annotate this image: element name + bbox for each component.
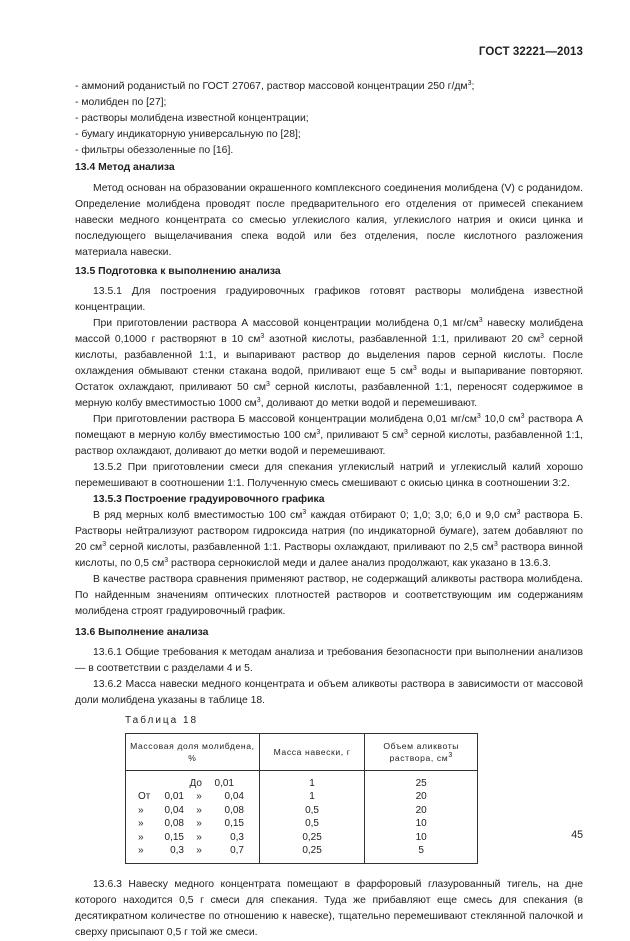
cell-sample-mass: 1 <box>259 790 365 803</box>
cell-mass-fraction: » 0,15 » 0,3 <box>126 831 260 844</box>
paragraph: 13.6.2 Масса навески медного концентрата и объем аликвоты раствора в зависимости от массовой доли молибдена указаны в таблице 18. <box>75 679 583 706</box>
table-row <box>126 790 478 803</box>
table-row <box>126 804 478 817</box>
section-heading-13-4: 13.4 Метод анализа <box>75 162 175 173</box>
cell-aliquot-volume: 5 <box>365 844 478 864</box>
table-header-mass-fraction: Массовая доля молибдена, % <box>126 734 260 771</box>
paragraph: При приготовлении раствора А массовой концентрации молибдена 0,1 $мг/см^3$ навеску молибдена массой 0,1000 г растворяют в 10 $см^3$ азотной кислоты, разбавленной 1:1, приливают 20 $см^3$ серной кислоты, разбавленной 1:1, и выпаривают раствор до выделения паров серной кислоты. После охлаждения обмывают стенки стакана водой, приливают еще 5 $см^3$ воды и выпаривание повторяют. Остаток охлаждают, приливают 50 $см^3$ серной кислоты, разбавленной 1:1, переносят содержимое в мерную колбу вместимостью 1000 $см^3$, доливают до метки водой и перемешивают. <box>75 317 583 409</box>
document-body <box>75 79 583 941</box>
standard-header: ГОСТ 32221—2013 <box>478 46 583 58</box>
list-item: - фильтры обеззоленные по [16]. <box>75 145 234 156</box>
paragraph: 13.6.1 Общие требования к методам анализа и требования безопасности при выполнении анализов — в соответствии с разделами 4 и 5. <box>75 647 583 674</box>
cell-mass-fraction: » 0,04 » 0,08 <box>126 804 260 817</box>
table-row <box>126 771 478 791</box>
paragraph: 13.6.3 Навеску медного концентрата помещают в фарфоровый глазурованный тигель, на дне которого находится 0,5 г смеси для спекания. Туда же прибавляют еще смесь для спекания (в десятикратном количестве по отношению к навеске), тщательно перемешивают стеклянной палочкой и сверху присыпают 0,5 г той же смеси. <box>75 879 583 939</box>
section-heading-13-5: 13.5 Подготовка к выполнению анализа <box>75 266 281 277</box>
cell-aliquot-volume: 20 <box>365 790 478 803</box>
table-header-sample-mass: Масса навески, г <box>259 734 365 771</box>
table-row <box>126 831 478 844</box>
paragraph: В ряд мерных колб вместимостью 100 $см^3$ каждая отбирают 0; 1,0; 3,0; 6,0 и 9,0 $см^3$ раствора Б. Растворы нейтрализуют раствором гидроксида натрия (по индикаторной бумаге), затем добавляют по 20 $см^3$ серной кислоты, разбавленной 1:1. Растворы охлаждают, приливают по 2,5 $см^3$ раствора винной кислоты, по 0,5 $см^3$ раствора сернокислой меди и далее анализ продолжают, как указано в 13.6.3. <box>75 509 583 569</box>
page-number: 45 <box>571 829 583 841</box>
table-row <box>126 844 478 864</box>
list-item: - растворы молибдена известной концентрации; <box>75 113 309 124</box>
paragraph: 13.5.1 Для построения градуировочных графиков готовят растворы молибдена известной концентрации. <box>75 286 583 313</box>
table-18 <box>125 733 478 864</box>
cell-sample-mass: 0,5 <box>259 817 365 830</box>
cell-aliquot-volume: 10 <box>365 831 478 844</box>
list-item: - аммоний роданистый по ГОСТ 27067, раствор массовой концентрации 250 $г/дм^3$; <box>75 80 475 92</box>
cell-aliquot-volume: 10 <box>365 817 478 830</box>
section-heading-13-5-3: 13.5.3 Построение градуировочного графика <box>93 494 325 505</box>
cell-mass-fraction: От 0,01 » 0,04 <box>126 790 260 803</box>
cell-mass-fraction: До 0,01 <box>126 771 260 791</box>
section-heading-13-6: 13.6 Выполнение анализа <box>75 627 209 638</box>
cell-aliquot-volume: 20 <box>365 804 478 817</box>
cell-mass-fraction: » 0,3 » 0,7 <box>126 844 260 864</box>
paragraph: В качестве раствора сравнения применяют раствор, не содержащий аликвоты раствора молибдена. По найденным значениям оптических плотностей растворов и соответствующим им содержаниям молибдена строят градуировочный график. <box>75 574 583 617</box>
cell-sample-mass: 1 <box>259 771 365 791</box>
cell-aliquot-volume: 25 <box>365 771 478 791</box>
paragraph: 13.5.2 При приготовлении смеси для спекания углекислый натрий и углекислый калий хорошо перемешивают в соотношении 1:1. Полученную смесь смешивают с окисью цинка в соотношении 3:2. <box>75 462 583 489</box>
table-caption: Таблица 18 <box>125 715 199 726</box>
paragraph: Метод основан на образовании окрашенного комплексного соединения молибдена (V) с роданидом. Определение молибдена проводят после предварительного его отделения от примесей спеканием навески медного концентрата со смесью углекислого калия, углекислого натрия и окиси цинка и последующего выщелачивания спека водой или без отделения, после кислотного разложения материала навески. <box>75 183 583 258</box>
table-body <box>126 771 478 864</box>
list-item: - бумагу индикаторную универсальную по [28]; <box>75 129 301 140</box>
table-header-aliquot-volume: Объем аликвоты раствора, $см^3$ <box>365 734 478 771</box>
cell-sample-mass: 0,5 <box>259 804 365 817</box>
paragraph: При приготовлении раствора Б массовой концентрации молибдена 0,01 $мг/см^3$ 10,0 $см^3$ раствора А помещают в мерную колбу вместимостью 100 $см^3$, приливают 5 $см^3$ серной кислоты, разбавленной 1:1, раствор охлаждают, доливают до метки водой и перемешивают. <box>75 413 584 457</box>
cell-sample-mass: 0,25 <box>259 844 365 864</box>
list-item: - молибден по [27]; <box>75 97 167 108</box>
table-row <box>126 817 478 830</box>
cell-mass-fraction: » 0,08 » 0,15 <box>126 817 260 830</box>
cell-sample-mass: 0,25 <box>259 831 365 844</box>
